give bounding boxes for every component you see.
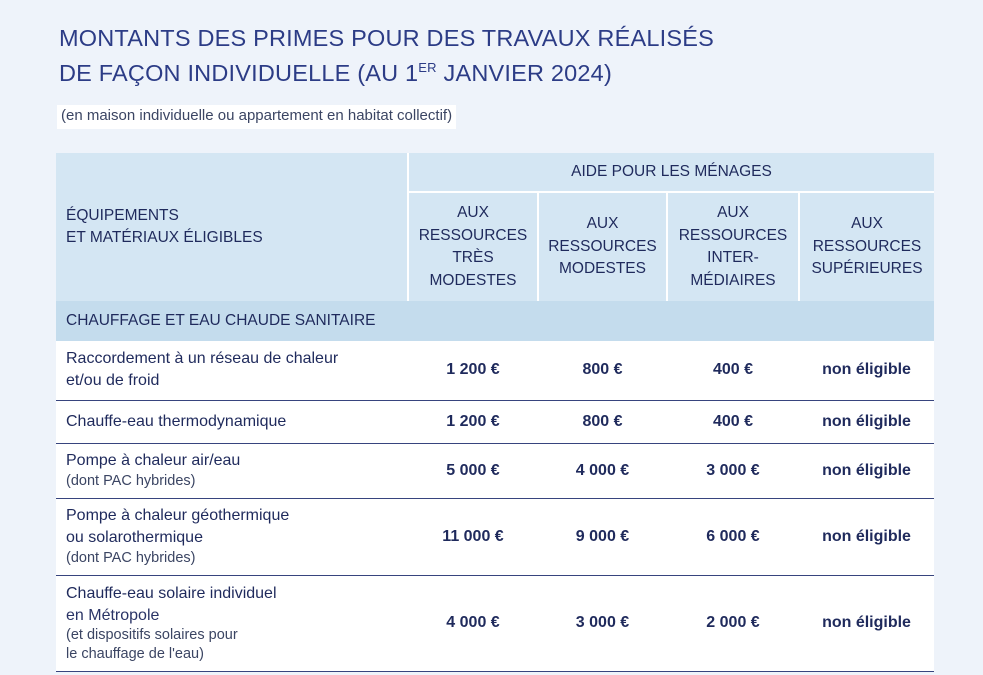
row-sublabel: en Métropole [66,606,160,624]
title-line-2-end: JANVIER 2024) [436,60,612,86]
title-superscript: ER [418,60,437,75]
page-title [59,24,714,88]
row-label-cell [56,400,408,443]
row-label: Pompe à chaleur air/eau [66,452,241,469]
value-cell: 4 000 € [408,575,538,671]
value-cell: 4 000 € [538,443,667,498]
row-label: Pompe à chaleur géothermique ou solarothermique [66,507,290,546]
value-cell: 800 € [538,400,667,443]
value-cell: non éligible [799,443,934,498]
value-cell: 400 € [667,400,799,443]
table-row [56,400,934,443]
value-cell: 5 000 € [408,443,538,498]
row-label: Raccordement à un réseau de chaleur et/ou de froid [66,350,339,390]
title-line-1: MONTANTS DES PRIMES POUR DES TRAVAUX RÉALISÉS [59,25,714,51]
row-note: (dont PAC hybrides) [66,473,196,489]
header-equipment-label: ÉQUIPEMENTS ET MATÉRIAUX ÉLIGIBLES [66,207,263,246]
value-cell: 2 000 € [667,575,799,671]
header-col-modestes [538,192,667,301]
row-label-cell [56,443,408,498]
row-note: (dont PAC hybrides) [66,550,196,566]
table-row [56,498,934,575]
header-col-tres-modestes [408,192,538,301]
row-label: Chauffe-eau thermodynamique [66,412,287,430]
value-cell: non éligible [799,400,934,443]
section-row [56,301,934,341]
header-col-label: AUX RESSOURCES MODESTES [548,215,657,278]
header-aide-group: AIDE POUR LES MÉNAGES [408,153,934,192]
header-equipment [56,153,408,301]
value-cell: 3 000 € [538,575,667,671]
title-line-2: DE FAÇON INDIVIDUELLE (AU 1 [59,60,419,86]
header-col-superieures [799,192,934,301]
header-col-label: AUX RESSOURCES SUPÉRIEURES [811,215,923,278]
value-cell: 400 € [667,341,799,400]
row-label-cell [56,575,408,671]
row-note: (et dispositifs solaires pour le chauffage de l'eau) [66,626,238,662]
subtitle: (en maison individuelle ou appartement en habitat collectif) [57,105,456,129]
value-cell: 1 200 € [408,341,538,400]
section-label: CHAUFFAGE ET EAU CHAUDE SANITAIRE [56,301,934,341]
table-row [56,575,934,671]
table-row [56,341,934,400]
row-label-cell [56,498,408,575]
value-cell: non éligible [799,498,934,575]
header-col-label: AUX RESSOURCES TRÈS MODESTES [418,204,528,289]
header-col-intermediaires [667,192,799,301]
row-label: Chauffe-eau solaire individuel [66,584,277,602]
header-col-label: AUX RESSOURCES INTER- MÉDIAIRES [678,204,788,289]
value-cell: 6 000 € [667,498,799,575]
value-cell: non éligible [799,341,934,400]
value-cell: non éligible [799,575,934,671]
primes-table [56,153,934,672]
value-cell: 11 000 € [408,498,538,575]
row-label-cell [56,341,408,400]
value-cell: 800 € [538,341,667,400]
value-cell: 9 000 € [538,498,667,575]
value-cell: 1 200 € [408,400,538,443]
table-row [56,443,934,498]
value-cell: 3 000 € [667,443,799,498]
